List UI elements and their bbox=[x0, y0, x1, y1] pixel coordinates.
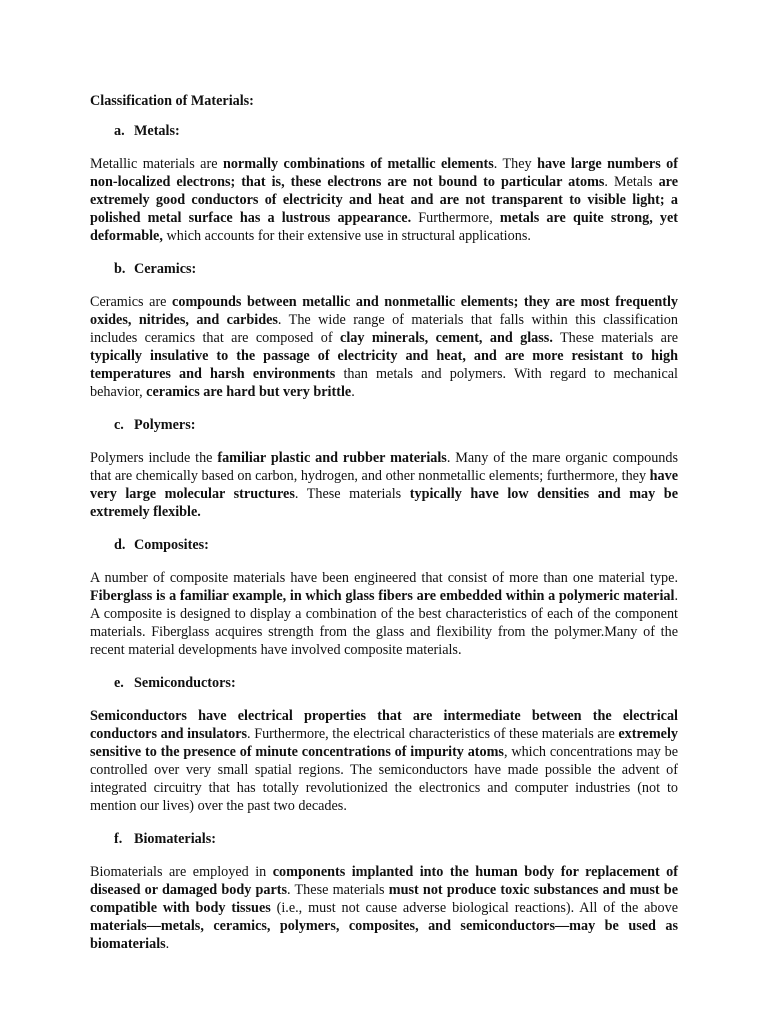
text: . bbox=[165, 936, 170, 952]
text: . Many of the mare organic compounds that are chemically based on carbon, hydrogen, and other nonmetallic elements; furthermore, they bbox=[90, 450, 678, 484]
text: Metallic materials are bbox=[90, 156, 223, 172]
section-paragraph bbox=[90, 293, 678, 401]
bold-text: metals are quite strong, yet deformable, bbox=[90, 210, 679, 244]
text: Furthermore, bbox=[411, 210, 500, 226]
bold-text: have very large molecular structures bbox=[90, 468, 678, 502]
bold-text: extremely sensitive to the presence of minute concentrations of impurity atoms bbox=[90, 726, 678, 760]
section-letter: b. bbox=[114, 261, 126, 277]
text: . These materials bbox=[294, 486, 410, 502]
bold-text: typically have low densities and may be extremely flexible. bbox=[90, 486, 678, 520]
text: (i.e., must not cause adverse biological reactions). All of the above bbox=[270, 900, 678, 916]
section-heading bbox=[90, 260, 678, 278]
section-composites bbox=[90, 536, 678, 659]
bold-text: compounds between metallic and nonmetallic elements; they are most frequently oxides, nitrides, and carbides bbox=[90, 294, 678, 328]
text: Ceramics are bbox=[90, 294, 173, 310]
bold-text: have large numbers of non-localized electrons; that is, these electrons are not bound to particular atoms bbox=[90, 156, 678, 190]
text: Biomaterials are employed in bbox=[90, 864, 273, 880]
section-semiconductors bbox=[90, 674, 678, 815]
section-heading bbox=[90, 674, 678, 692]
bold-text: clay minerals, cement, and glass. bbox=[340, 330, 553, 346]
section-letter: c. bbox=[114, 417, 124, 433]
section-heading bbox=[90, 416, 678, 434]
section-paragraph bbox=[90, 569, 678, 659]
section-paragraph bbox=[90, 707, 678, 815]
section-title: Biomaterials: bbox=[134, 831, 216, 847]
document-title: Classification of Materials: bbox=[90, 93, 254, 109]
text: , which concentrations may be controlled over very small spatial regions. The semiconductors have made possible the advent of integrated circuitry that has totally revolutionized the electronics and computer industries (not to mention our lives) over the past two decades. bbox=[90, 744, 679, 814]
text: . They bbox=[493, 156, 538, 172]
section-paragraph bbox=[90, 449, 678, 521]
bold-text: ceramics are hard but very brittle bbox=[146, 384, 352, 400]
text: . A composite is designed to display a combination of the best characteristics of each of the component materials. Fiberglass acquires strength from the glass and flexibility from the polymer.Many of the recent material developments have involved composite materials. bbox=[90, 588, 678, 658]
text: These materials are bbox=[552, 330, 679, 346]
document-page bbox=[90, 92, 678, 968]
bold-text: typically insulative to the passage of electricity and heat, and are more resistant to high temperatures and harsh environments bbox=[90, 348, 678, 382]
section-letter: d. bbox=[114, 537, 126, 553]
bold-text: familiar plastic and rubber materials bbox=[217, 450, 447, 466]
bold-text: are extremely good conductors of electricity and heat and are not transparent to visible light; a polished metal surface has a lustrous appearance. bbox=[90, 174, 678, 226]
text: . Metals bbox=[604, 174, 659, 190]
section-heading bbox=[90, 830, 678, 848]
bold-text: must not produce toxic substances and must be compatible with body tissues bbox=[90, 882, 678, 916]
section-biomaterials bbox=[90, 830, 678, 953]
section-heading bbox=[90, 122, 678, 140]
text: . Furthermore, the electrical characteristics of these materials are bbox=[247, 726, 619, 742]
text: . The wide range of materials that falls within this classification includes ceramics that are composed of bbox=[90, 312, 678, 346]
section-title: Metals: bbox=[134, 123, 180, 139]
text: than metals and polymers. With regard to mechanical behavior, bbox=[90, 366, 678, 400]
section-title: Polymers: bbox=[134, 417, 196, 433]
text: . These materials bbox=[287, 882, 389, 898]
section-letter: a. bbox=[114, 123, 125, 139]
section-paragraph bbox=[90, 863, 678, 953]
section-paragraph bbox=[90, 155, 678, 245]
sections-container bbox=[90, 122, 678, 953]
section-metals bbox=[90, 122, 678, 245]
bold-text: components implanted into the human body for replacement of diseased or damaged body parts bbox=[90, 864, 678, 898]
bold-text: normally combinations of metallic elements bbox=[222, 156, 494, 172]
bold-text: Fiberglass is a familiar example, in which glass fibers are embedded within a polymeric material bbox=[90, 588, 675, 604]
text: A number of composite materials have been engineered that consist of more than one material type. bbox=[90, 570, 678, 586]
bold-text: materials—metals, ceramics, polymers, composites, and semiconductors—may be used as biomaterials bbox=[90, 918, 678, 952]
section-letter: f. bbox=[114, 831, 123, 847]
section-title: Ceramics: bbox=[134, 261, 197, 277]
text: Polymers include the bbox=[90, 450, 218, 466]
section-letter: e. bbox=[114, 675, 124, 691]
text: . bbox=[351, 384, 355, 400]
text: which accounts for their extensive use in structural applications. bbox=[162, 228, 531, 244]
section-title: Composites: bbox=[134, 537, 209, 553]
section-ceramics bbox=[90, 260, 678, 401]
bold-text: Semiconductors have electrical properties that are intermediate between the electrical conductors and insulators bbox=[90, 708, 678, 742]
section-heading bbox=[90, 536, 678, 554]
section-title: Semiconductors: bbox=[134, 675, 236, 691]
section-polymers bbox=[90, 416, 678, 521]
